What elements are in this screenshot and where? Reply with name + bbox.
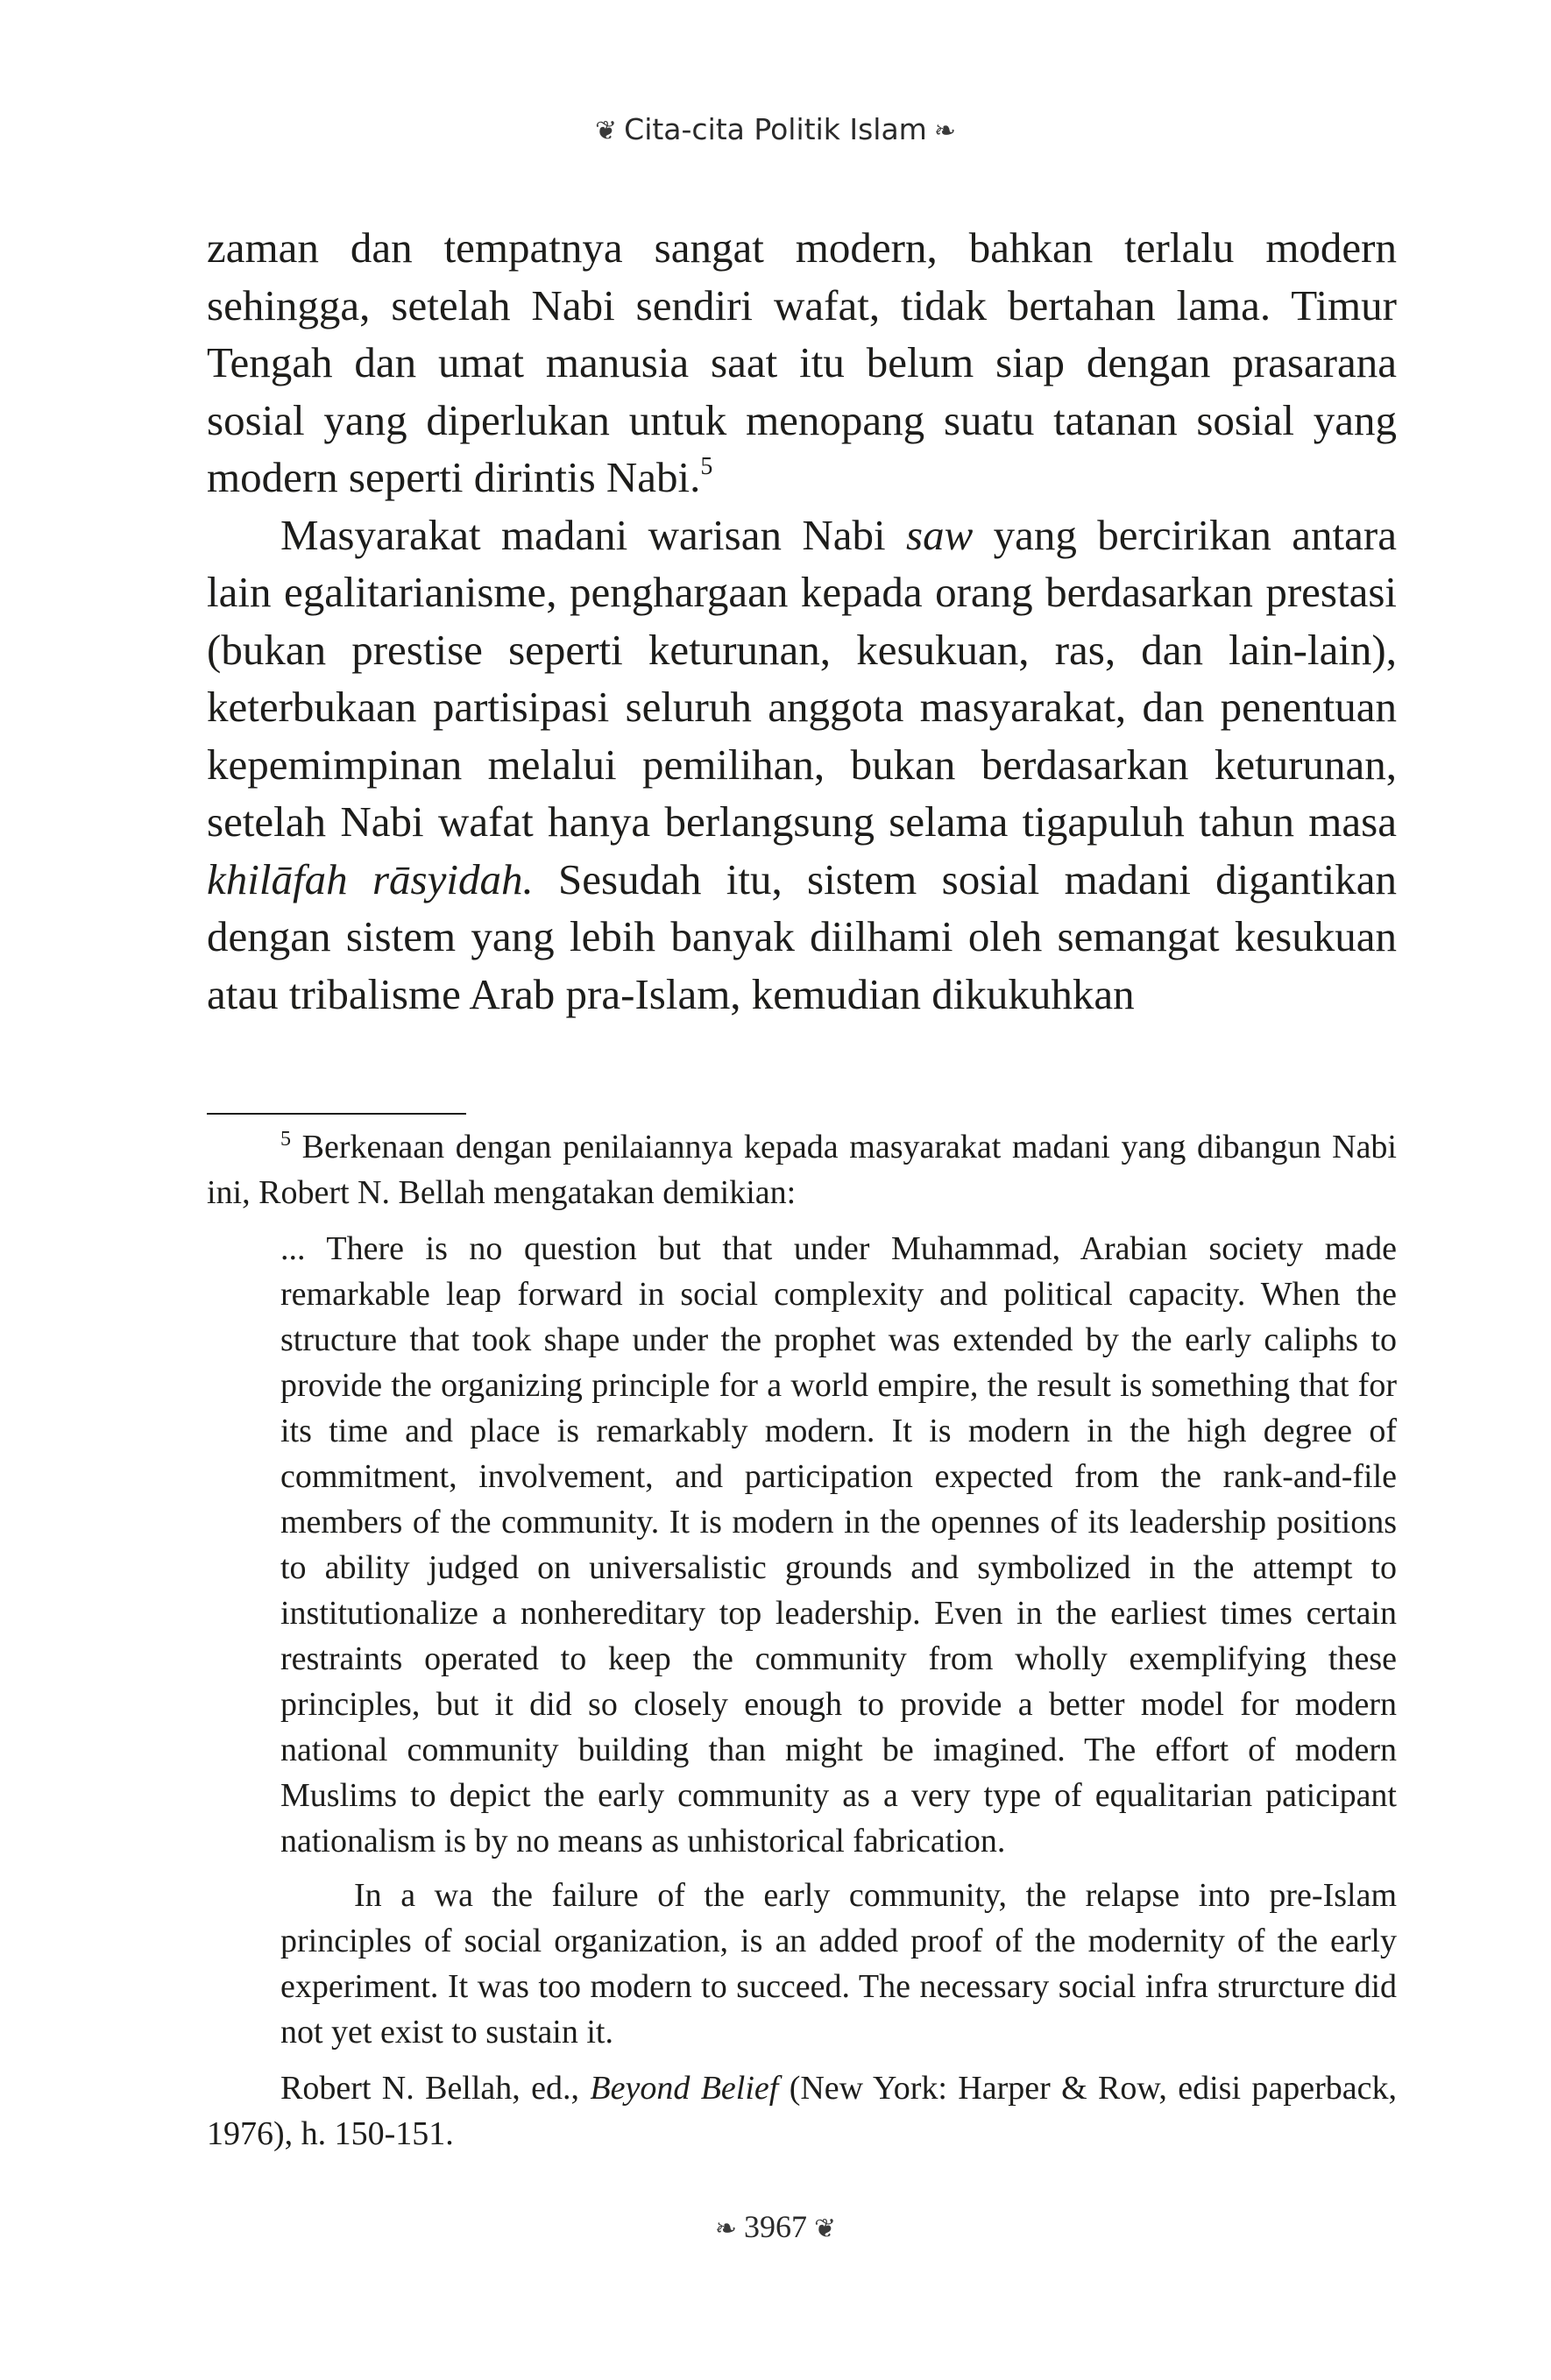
- footnote-intro: [207, 1124, 1397, 1215]
- footer-ornament-left-icon: ❧: [714, 2214, 737, 2244]
- page-number: 3967: [744, 2209, 807, 2244]
- paragraph-1-text: zaman dan tempatnya sangat modern, bahkan terlalu modern sehingga, setelah Nabi sendiri wafat, tidak bertahan lama. Timur Tengah dan umat manusia saat itu belum siap dengan prasarana sosial yang diperlukan untuk menopang suatu tatanan sosial yang modern seperti dirintis Nabi.: [207, 223, 1397, 501]
- footnote-divider: [207, 1113, 466, 1115]
- block-quote-1: ... There is no question but that under Muhammad, Arabian society made remarkable leap forward in social complexity and political capacity. When the structure that took shape under the prophet was extended by the early caliphs to provide the organizing principle for a world empire, the result is something that for its time and place is remarkably modern. It is modern in the high degree of commitment, involvement, and participation expected from the rank-and-file members of the community. It is modern in the opennes of its leadership positions to ability judged on universalistic grounds and symbolized in the attempt to institutionalize a nonhereditary top leadership. Even in the earliest times certain restraints operated to keep the community from wholly exemplifying these principles, but it did so closely enough to provide a better model for modern national community building than might be imagined. The effort of modern Muslims to depict the early community as a very type of equalitarian paticipant nationalism is by no means as unhistorical fabrication.: [280, 1230, 1397, 1859]
- citation-title: Beyond Belief: [590, 2070, 779, 2107]
- paragraph-2: [207, 506, 1397, 1024]
- footnote-intro-text: Berkenaan dengan penilaiannya kepada masyarakat madani yang dibangun Nabi ini, Robert N. Bellah mengatakan demikian:: [207, 1129, 1397, 1211]
- paragraph-1: [207, 219, 1397, 506]
- block-quote-2: In a wa the failure of the early community, the relapse into pre-Islam principles of social organization, is an added proof of the modernity of the early experiment. It was too modern to succeed. The necessary social infra strurcture did not yet exist to sustain it.: [280, 1877, 1397, 2051]
- footnote-block: [207, 1124, 1397, 2157]
- main-text: [207, 219, 1397, 1023]
- paragraph-2-text-c: Sesudah itu, sistem sosial madani digantikan dengan sistem yang lebih banyak diilhami oleh semangat kesukuan atau tribalisme Arab pra-Islam, kemudian dikukuhkan: [207, 854, 1398, 1018]
- citation-text-b: (New York: Harper & Row, edisi paperback, 1976), h. 150-151.: [207, 2070, 1397, 2152]
- running-header-title: Cita-cita Politik Islam: [624, 112, 927, 146]
- paragraph-2-text-a: Masyarakat madani warisan Nabi: [280, 510, 906, 559]
- saw-italic: saw: [906, 510, 974, 559]
- citation: [207, 2065, 1397, 2157]
- footnote-number: 5: [280, 1128, 291, 1151]
- citation-text-a: Robert N. Bellah, ed.,: [280, 2070, 591, 2107]
- ornament-right-icon: ❧: [933, 116, 956, 146]
- footer-ornament-right-icon: ❦: [814, 2214, 837, 2244]
- running-header: [0, 112, 1551, 146]
- ornament-left-icon: ❦: [595, 116, 618, 146]
- khilafah-italic: khilāfah rāsyidah.: [207, 854, 534, 903]
- paragraph-2-text-b: yang bercirikan antara lain egalitarianisme, penghargaan kepada orang berdasarkan prestasi (bukan prestise seperti keturunan, kesukuan, ras, dan lain-lain), keterbukaan partisipasi seluruh anggota masyarakat, dan penentuan kepemimpinan melalui pemilihan, bukan berdasarkan keturunan, setelah Nabi wafat hanya berlangsung selama tigapuluh tahun masa: [207, 510, 1397, 846]
- page-footer: [0, 2208, 1551, 2245]
- footnote-reference: 5: [700, 453, 713, 480]
